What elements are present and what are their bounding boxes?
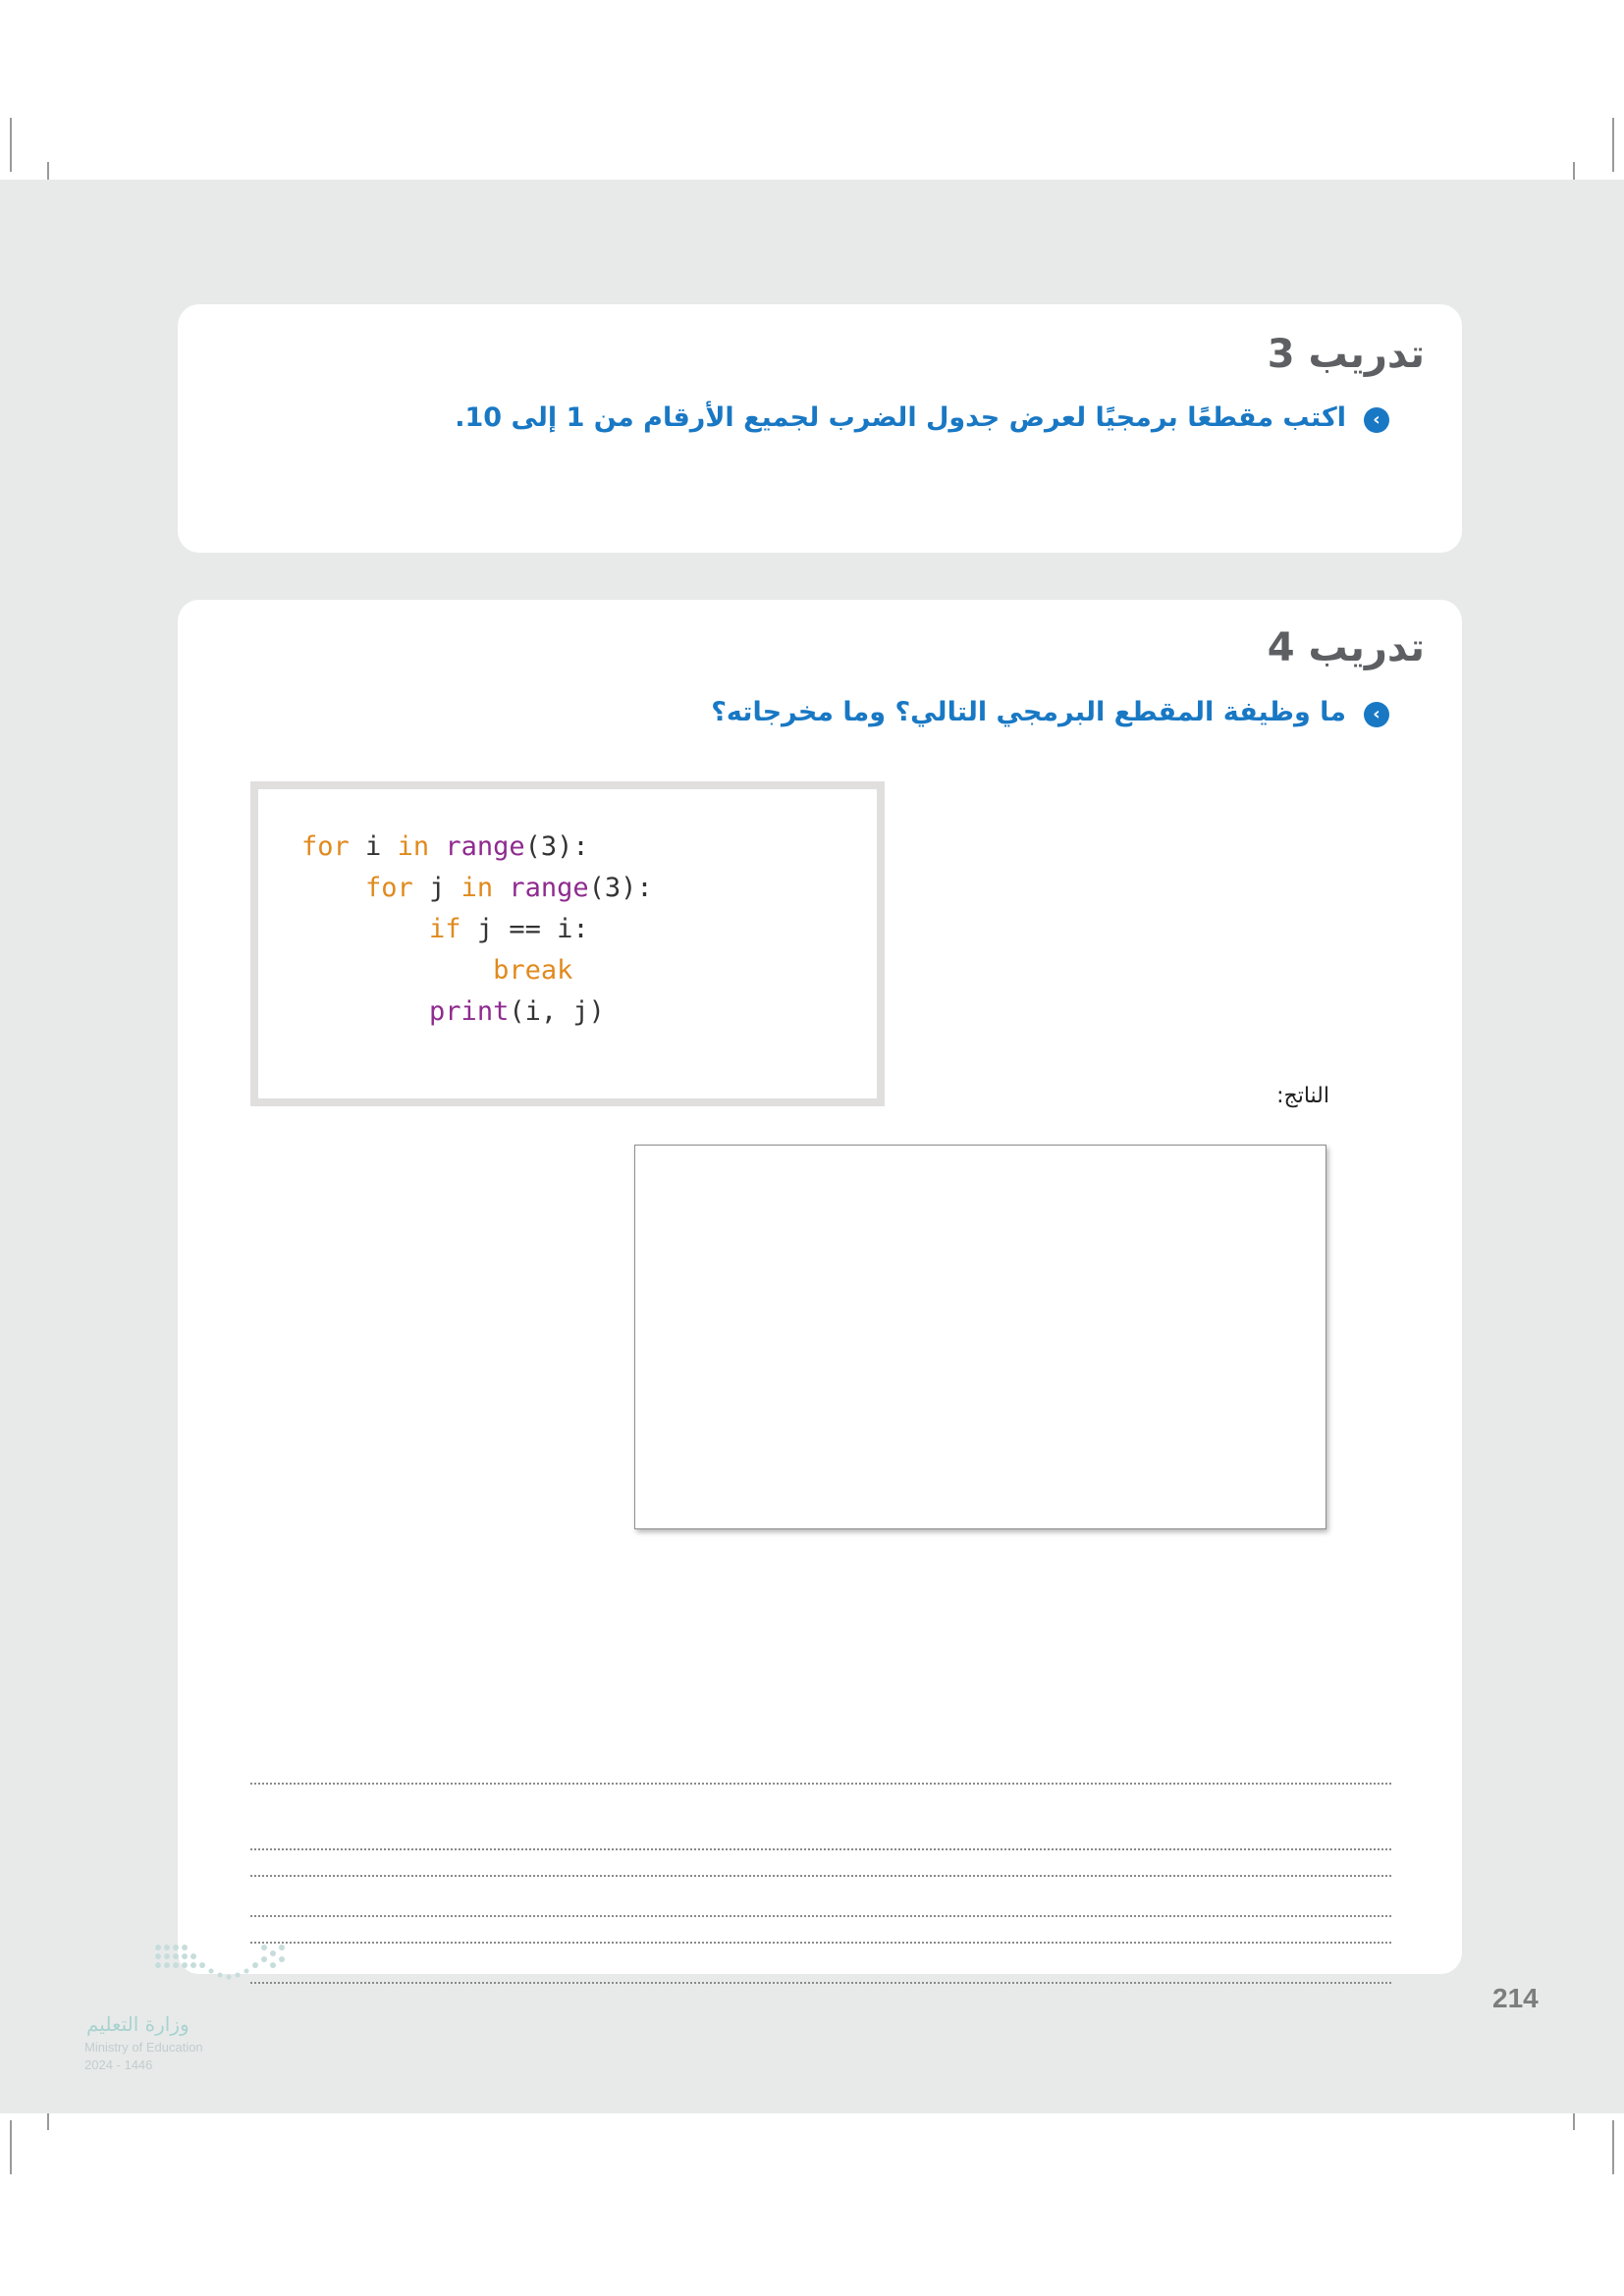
logo-english-text: Ministry of Education — [84, 2040, 203, 2055]
code-keyword: if — [429, 914, 461, 944]
code-function: print — [429, 996, 510, 1027]
ministry-logo-icon — [152, 1942, 299, 1989]
code-text — [493, 873, 509, 903]
exercise-4-title: تدريب 4 — [1267, 625, 1425, 670]
code-snippet — [301, 827, 653, 1033]
code-keyword: for — [365, 873, 413, 903]
chevron-left-icon: ‹ — [1364, 407, 1389, 433]
code-text: (3): — [588, 873, 653, 903]
code-text: j == i: — [460, 914, 589, 944]
code-line — [301, 873, 653, 903]
exercise-4-question: ما وظيفة المقطع البرمجي التالي؟ وما مخرجاته؟ — [711, 697, 1346, 727]
code-keyword: for — [301, 831, 350, 862]
code-line — [301, 955, 572, 986]
code-keyword: in — [397, 831, 430, 862]
code-text: i — [349, 831, 398, 862]
code-text — [429, 831, 445, 862]
output-answer-box[interactable] — [634, 1145, 1326, 1529]
answer-line[interactable] — [250, 1942, 1391, 1944]
exercise-4-card — [178, 600, 1462, 1974]
code-text: (3): — [524, 831, 589, 862]
answer-line[interactable] — [250, 1848, 1391, 1850]
crop-mark — [1612, 118, 1614, 172]
chevron-left-icon: ‹ — [1364, 702, 1389, 727]
exercise-3-question: اكتب مقطعًا برمجيًا لعرض جدول الضرب لجميع الأرقام من 1 إلى 10. — [455, 402, 1346, 433]
code-text: (i, j) — [509, 996, 605, 1027]
ministry-logo — [79, 1942, 304, 2079]
logo-year-text: 2024 - 1446 — [84, 2057, 153, 2072]
exercise-3-title: تدريب 3 — [1267, 332, 1425, 377]
page-sheet — [0, 180, 1624, 2113]
code-function: range — [509, 873, 589, 903]
answer-line[interactable] — [250, 1783, 1391, 1785]
code-text: j — [412, 873, 461, 903]
answer-line[interactable] — [250, 1875, 1391, 1877]
code-keyword: in — [460, 873, 494, 903]
crop-mark — [10, 2120, 12, 2174]
code-function: range — [445, 831, 525, 862]
code-snippet-box — [250, 781, 885, 1106]
code-line — [301, 996, 605, 1027]
exercise-3-card — [178, 304, 1462, 553]
page-number: 214 — [1492, 1983, 1539, 2013]
answer-line[interactable] — [250, 1982, 1391, 1984]
crop-mark — [1612, 2120, 1614, 2174]
code-keyword: break — [493, 955, 573, 986]
code-line — [301, 831, 589, 862]
answer-line[interactable] — [250, 1915, 1391, 1917]
crop-mark — [10, 118, 12, 172]
logo-arabic-text: وزارة التعليم — [86, 2012, 189, 2036]
code-line — [301, 914, 589, 944]
output-label: الناتج: — [1276, 1084, 1329, 1108]
